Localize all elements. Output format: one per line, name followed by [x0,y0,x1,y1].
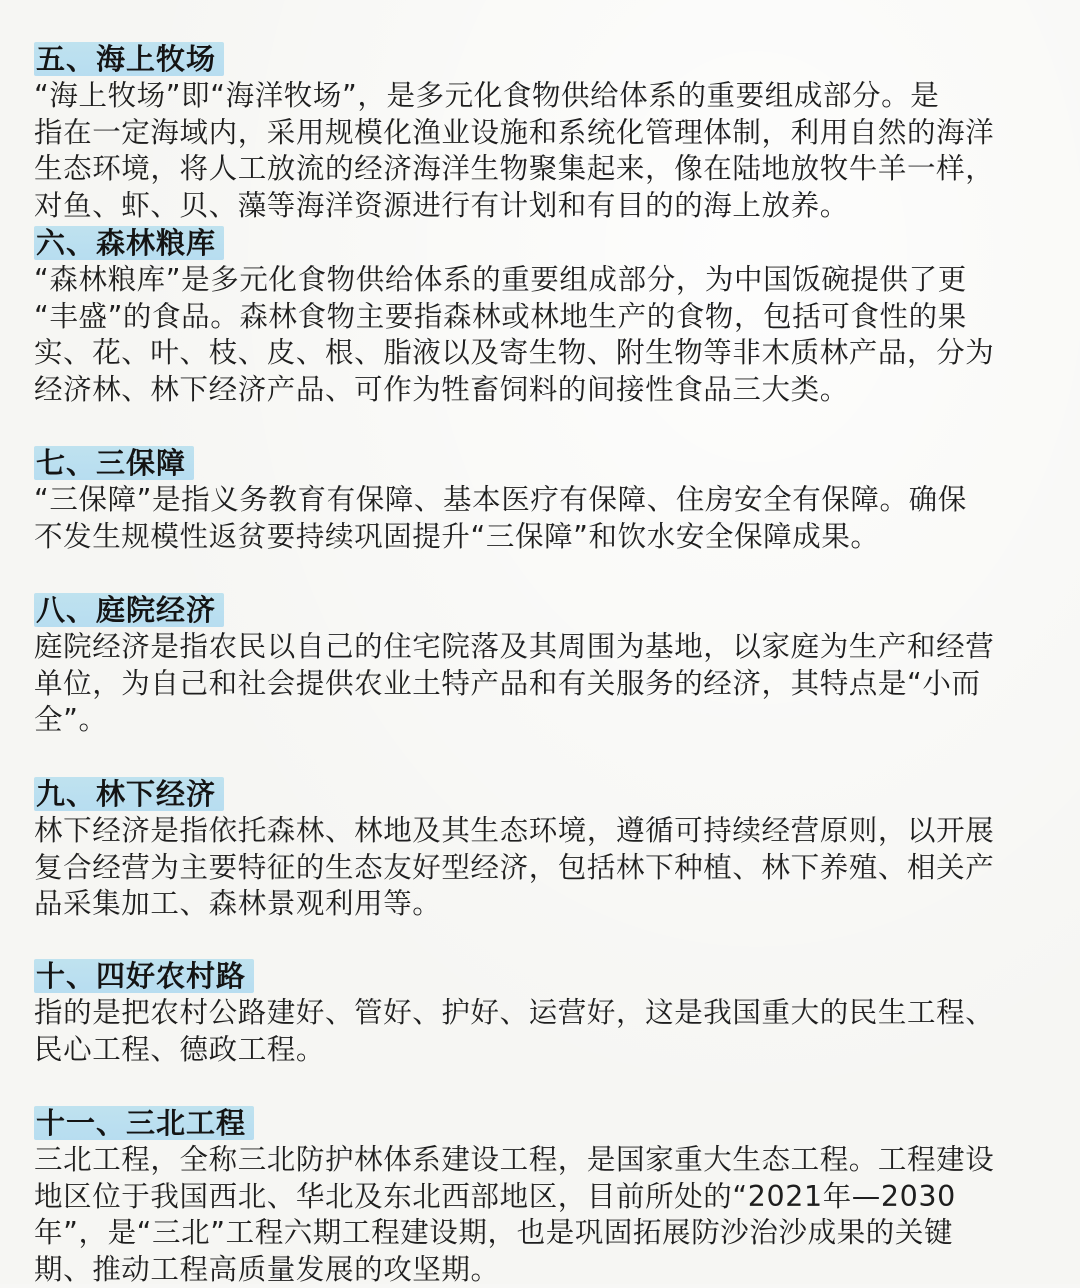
body-line: 单位，为自己和社会提供农业土特产品和有关服务的经济，其特点是“小而 [34,666,981,700]
body-line: 全”。 [34,703,108,737]
section-body [34,78,1044,224]
body-line: 民心工程、德政工程。 [34,1032,326,1066]
body-line: 品采集加工、森林景观利用等。 [34,887,442,921]
section-body [34,482,1044,555]
section-three-guarantees [34,446,1044,555]
section-body [34,1142,1044,1288]
section-heading: 十一、三北工程 [34,1106,254,1140]
body-line: “丰盛”的食品。森林食物主要指森林或林地生产的食物，包括可食性的果 [34,299,967,333]
section-body [34,813,1044,923]
body-line: 指在一定海域内，采用规模化渔业设施和系统化管理体制，利用自然的海洋 [34,115,995,149]
body-line: “三保障”是指义务教育有保障、基本医疗有保障、住房安全有保障。确保 [34,483,967,516]
section-marine-ranch [34,42,1044,224]
body-line: 庭院经济是指农民以自己的住宅院落及其周围为基地，以家庭为生产和经营 [34,630,995,663]
body-line: “森林粮库”是多元化食物供给体系的重要组成部分，为中国饭碗提供了更 [34,263,967,296]
body-line: 生态环境，将人工放流的经济海洋生物聚集起来，像在陆地放牧牛羊一样， [34,152,995,186]
body-line: 经济林、林下经济产品、可作为牲畜饲料的间接性食品三大类。 [34,372,849,406]
section-courtyard-economy [34,593,1044,739]
body-line: 复合经营为主要特征的生态友好型经济，包括林下种植、林下养殖、相关产 [34,850,995,884]
section-understory-economy [34,777,1044,923]
section-heading: 六、森林粮库 [34,226,224,260]
body-line: 三北工程，全称三北防护林体系建设工程，是国家重大生态工程。工程建设 [34,1143,995,1176]
section-three-north-project [34,1106,1044,1288]
section-heading: 十、四好农村路 [34,959,254,993]
body-line: 对鱼、虾、贝、藻等海洋资源进行有计划和有目的的海上放养。 [34,188,849,222]
body-line: 期、推动工程高质量发展的攻坚期。 [34,1252,500,1286]
body-line: 地区位于我国西北、华北及东北西部地区，目前所处的“2021年—2030 [34,1179,956,1213]
body-line: 年”，是“三北”工程六期工程建设期，也是巩固拓展防沙治沙成果的关键 [34,1216,954,1250]
body-line: “海上牧场”即“海洋牧场”，是多元化食物供给体系的重要组成部分。是 [34,79,940,112]
body-line: 实、花、叶、枝、皮、根、脂液以及寄生物、附生物等非木质林产品，分为 [34,336,995,370]
section-forest-granary [34,226,1044,408]
body-line: 指的是把农村公路建好、管好、护好、运营好，这是我国重大的民生工程、 [34,996,995,1029]
section-body [34,629,1044,739]
section-heading: 七、三保障 [34,446,194,480]
body-line: 林下经济是指依托森林、林地及其生态环境，遵循可持续经营原则，以开展 [34,814,995,847]
section-body [34,262,1044,408]
body-line: 不发生规模性返贫要持续巩固提升“三保障”和饮水安全保障成果。 [34,519,880,553]
section-body [34,995,1044,1068]
section-heading: 五、海上牧场 [34,42,224,76]
section-heading: 九、林下经济 [34,777,224,811]
section-heading: 八、庭院经济 [34,593,224,627]
section-four-good-rural-roads [34,959,1044,1068]
